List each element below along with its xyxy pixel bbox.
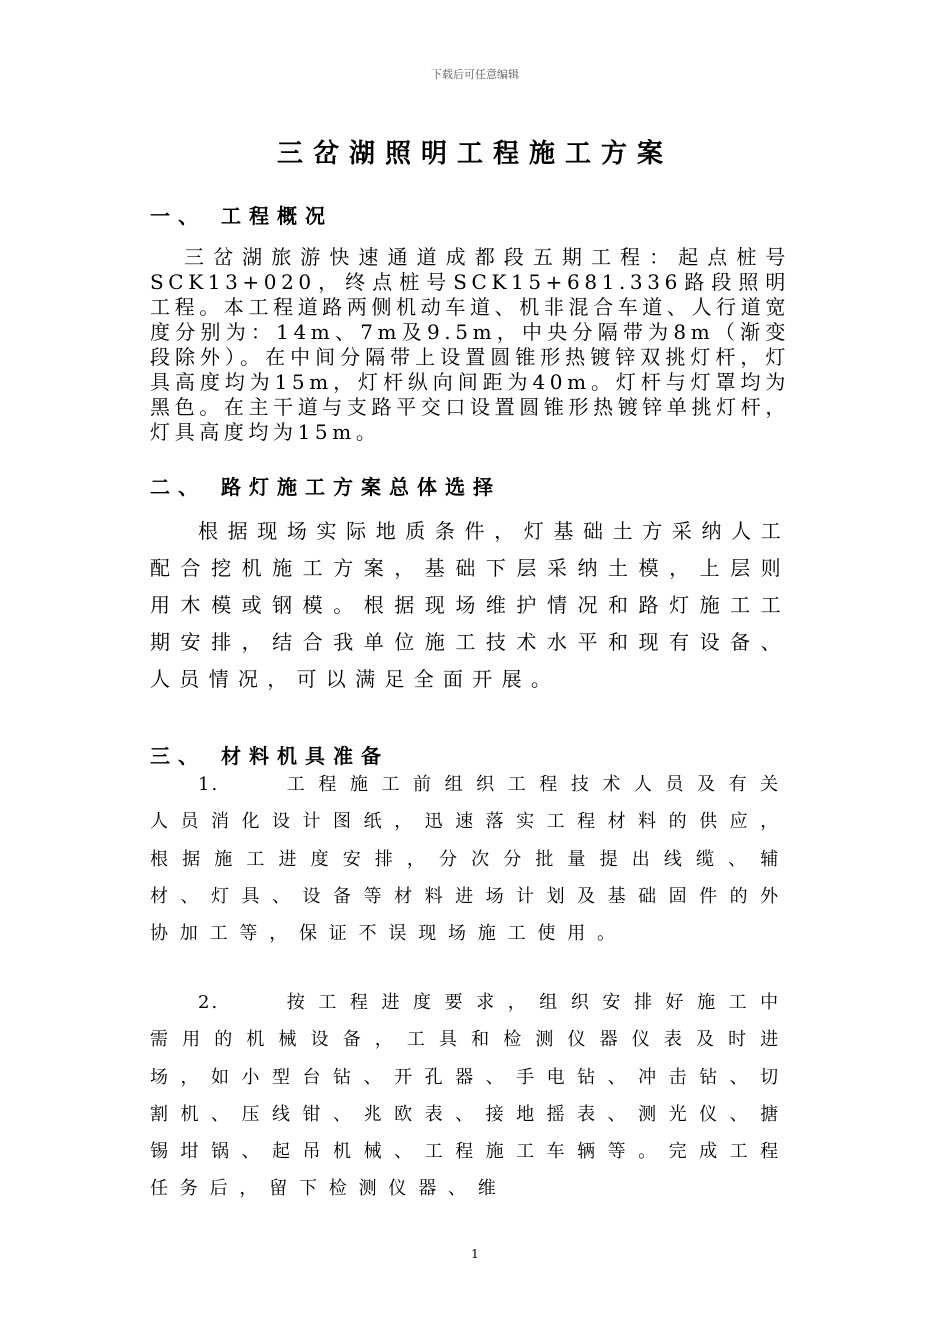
paragraph-overview: 三岔湖旅游快速通道成都段五期工程：起点桩号SCK13+020，终点桩号SCK15+681.336路段照明工程。本工程道路两侧机动车道、机非混合车道、人行道宽度分别为：14m、7m及9.5m，中央分隔带为8m（渐变段除外）。在中间分隔带上设置圆锥形热镀锌双挑灯杆，灯具高度均为15m，灯杆纵向间距为40m。灯杆与灯罩均为黑色。在主干道与支路平交口设置圆锥形热镀锌单挑灯杆，灯具高度均为15m。: [150, 245, 790, 444]
section-heading-materials: 三、 材料机具准备: [150, 744, 389, 768]
header-note: 下载后可任意编辑: [431, 68, 519, 81]
page-number: 1: [471, 1247, 479, 1261]
list-item-number: 2.: [198, 992, 220, 1013]
list-item-text: 按工程进度要求，组织安排好施工中需用的机械设备，工具和检测仪器仪表及时进场，如小型台钻、开孔器、手电钻、冲击钻、切割机、压线钳、兆欧表、接地摇表、测光仪、搪锡坩锅、起吊机械、工程施工车辆等。完成工程任务后，留下检测仪器、维: [150, 992, 790, 1200]
list-item-number: 1.: [198, 774, 220, 795]
section-heading-overview: 一、 工程概况: [150, 204, 333, 228]
list-item-materials-1: [150, 766, 790, 952]
section-heading-scheme: 二、 路灯施工方案总体选择: [150, 475, 501, 499]
paragraph-scheme: 根据现场实际地质条件，灯基础土方采纳人工配合挖机施工方案，基础下层采纳土模，上层则用木模或钢模。根据现场维护情况和路灯施工工期安排，结合我单位施工技术水平和现有设备、人员情况，可以满足全面开展。: [150, 519, 790, 691]
document-title: 三岔湖照明工程施工方案: [276, 139, 673, 169]
list-item-materials-2: [150, 984, 790, 1208]
list-item-text: 工程施工前组织工程技术人员及有关人员消化设计图纸，迅速落实工程材料的供应，根据施工进度安排，分次分批量提出线缆、辅材、灯具、设备等材料进场计划及基础固件的外协加工等，保证不误现场施工使用。: [150, 774, 790, 945]
